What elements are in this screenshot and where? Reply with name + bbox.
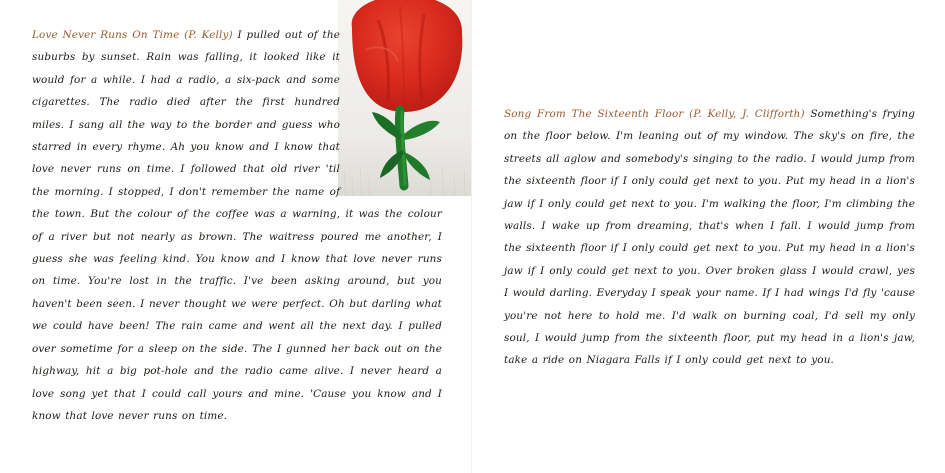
song-title-love-never-runs-on-time: Love Never Runs On Time (P. Kelly) <box>32 29 233 41</box>
lyrics-sixteenth-floor: Something's frying on the floor below. I'm leaning out of my window. The sky's on fire, the streets all aglow and somebody's singing to the radio. I would jump from the sixteenth floor if I only could get next to you. Put my head in a lion's jaw if I only could get next to you. I'm walking the floor, I'm climbing the walls. I wake up from dreaming, that's when I fall. I would jump from the sixteenth floor if I only could get next to you. Put my head in a lion's jaw if I only could get next to you. Over broken glass I would crawl, yes I would darling. Everyday I speak your name. If I had wings I'd fly 'cause you're not here to hold me. I'd walk on burning coal, I'd sell my only soul, I would jump from the sixteenth floor, put my head in a lion's jaw, take a ride on Niagara Falls if I only could get next to you. <box>504 108 916 367</box>
right-page <box>472 0 945 473</box>
left-page <box>0 0 472 473</box>
left-lyrics-block <box>32 24 442 427</box>
right-lyrics-block <box>504 103 915 372</box>
lyrics-love-never-runs-on-time: I pulled out of the suburbs by sunset. Rain was falling, it looked like it would for a while. I had a radio, a six-pack and some cigarettes. The radio died after the first hundred miles. I sang all the way to the border and guess who starred in every rhyme. Ah you know and I know that love never runs on time. I followed that old river 'til the morning. I stopped, I don't remember the name of the town. But the colour of the coffee was a warning, it was the colour of a river but not nearly as brown. The waitress poured me another, I guess she was feeling kind. You know and I know that love never runs on time. You're lost in the traffic. I've been asking around, but you haven't been seen. I never thought we were perfect. Oh but darling what we could have been! The rain came and went all the next day. I pulled over sometime for a sleep on the side. The I gunned her back out on the highway, hit a big pot-hole and the radio came alive. I never heard a love song yet that I could call yours and mine. 'Cause you know and I know that love never runs on time. <box>32 29 442 422</box>
right-lyrics <box>504 103 915 372</box>
song-title-sixteenth-floor: Song From The Sixteenth Floor (P. Kelly, J. Clifforth) <box>504 108 805 120</box>
painting-wrap-spacer <box>340 24 442 198</box>
